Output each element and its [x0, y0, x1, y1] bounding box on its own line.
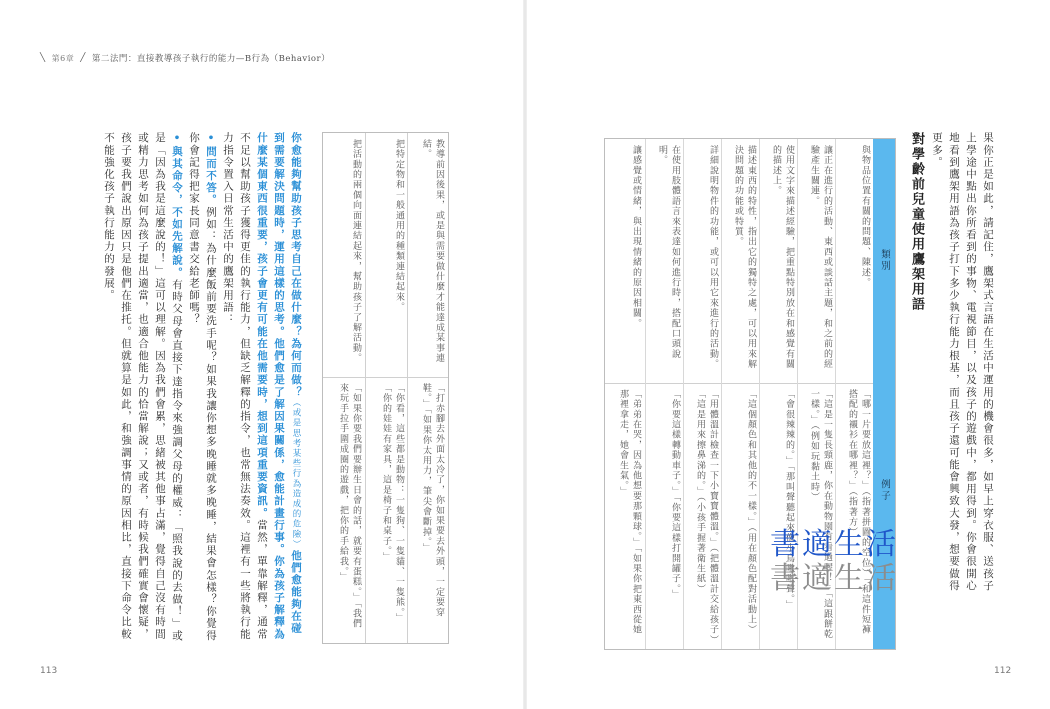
table-cell-example: 「如果你要我們要辦生日會的話，就要有蛋糕。」「我們來玩手拉手圍成圈的遊戲，把你的手給我。」 — [338, 383, 361, 629]
watermark-line-blue: 書適生活 — [770, 527, 898, 562]
table-cell-example: 「這個顏色和其他的不一樣。」（用在顏色配對活動上） — [746, 389, 756, 635]
table-cell-example: 「你看，這些都是動物：一隻狗、一隻貓、一隻熊。」「你的娃娃有家具，這是椅子和桌子。」 — [381, 383, 404, 624]
paragraph-tail: 當然，單靠解釋，通常不足以幫助孩子獲得更佳的執行能力，但缺乏解釋的指令，也常無法奏效。這裡有一些將執行能力指令置入日常生活中的鷹架用語： — [222, 132, 268, 641]
table-cell-category: 把特定物和一般通用的種類連結起來。 — [394, 139, 404, 313]
header-slash-icon: ╲ — [40, 53, 46, 63]
chapter-label: 第6章 — [51, 53, 75, 63]
table-cell-category: 教導前因後果，或是與需要做什麼才能達成某事連結。 — [421, 139, 444, 364]
page-number-right: 112 — [994, 666, 1012, 676]
table-cell-category: 詳細說明物件的功能，或可以用它來進行的活動。 — [708, 145, 718, 370]
table-title: 對學齡前兒童使用鷹架用語 — [909, 132, 924, 312]
table-cell-example: 「這是一隻長頸鹿，你在動物園有看過喔！」「這跟餅乾一樣。」（例如玩黏土時） — [809, 389, 832, 640]
table-cell-category: 與物品位置有關的問題、陳述。 — [860, 145, 870, 288]
blue-emphasis-rest: 他們愈能夠在碰到需要解決問題時，運用這樣的思考。他們愈是了解因果關係，愈能計畫行事。你為孩子解釋為什麼某個東西很重要，孩子會更有可能在他需要時，想到這項重要資訊。 — [256, 132, 302, 641]
left-page-body — [72, 132, 304, 642]
table-cell-example: 「弟弟在哭，因為他想要那顆球。」「如果你把東西從她那裡拿走，她會生氣。」 — [618, 389, 641, 635]
table-cell-example: 「你要這樣轉動車子。」「你要這樣打開罐子。」 — [670, 389, 680, 600]
table-cell-example: 「哪一片要放這裡？」（指著拼圖的空位）「和這件短褲搭配的襯衫在哪裡？」（指著方） — [847, 389, 870, 635]
table-row — [323, 133, 365, 643]
watermark-line-gray: 書適生活 — [770, 561, 898, 596]
blue-aside: （或是思考某些行為造成的危險） — [291, 398, 301, 550]
blue-emphasis: 你愈能夠幫助孩子思考自己在做什麼？為何而做？ — [290, 132, 302, 399]
table-cell-example: 「打赤腳去外面太冷了，你如果要去外頭，一定要穿鞋。」「如果你太用力，筆尖會斷掉。」 — [421, 383, 444, 618]
table-cell-category: 描述東西的特性，指出它的獨特之處，可以用來解決問題的功能或特質。 — [733, 145, 756, 370]
table-row — [365, 133, 408, 643]
table-row — [605, 139, 645, 649]
header-category: 類別 — [879, 249, 890, 272]
table-cell-category: 把活動的兩個向面連結起來，幫助孩子了解活動。 — [351, 139, 361, 364]
header-example: 例子 — [879, 479, 890, 502]
paragraph-blue — [219, 132, 304, 642]
table-row — [407, 133, 448, 643]
bullet-heading: 與其命令，不如先解說。 — [171, 145, 183, 279]
bullet-text: 例如：為什麼飯前要洗手呢？如果我讓你想多晚睡就多晚睡，結果會怎樣？你覺得你會記得把家長同意書交給老師嗎？ — [188, 132, 217, 642]
bullet-item — [100, 132, 185, 642]
right-page-intro: 果你正是如此，請記住，鷹架式言語在生活中運用的機會很多，如早上穿衣服、送孩子上學途中點出你所看到的事物、電視節目，以及孩子的遊戲中，都用得到。你會很開心地看到鷹架用語為孩子打下多少執行能力根基，而且孩子還可能會興致大發，想要做得更多。 — [931, 132, 994, 592]
table-cell-category: 讓感覺或情緒，與出現情緒的原因相關。 — [631, 145, 641, 329]
scaffolding-table-continued — [322, 132, 449, 644]
table-row — [683, 139, 722, 649]
book-gutter — [523, 0, 527, 709]
bullet-dot-icon: • — [171, 132, 183, 146]
header-slash-icon: ╱ — [80, 53, 86, 63]
header-title: 第二法門：直接教導孩子執行的能力—B行為（Behavior） — [91, 54, 331, 64]
watermark-logo — [770, 528, 904, 596]
bullet-item — [185, 132, 219, 642]
page-number-left: 113 — [40, 666, 58, 676]
running-header — [40, 50, 330, 66]
table-cell-category: 讓正在進行的活動、東西或談話主題，和之前的經驗產生關連。 — [809, 145, 832, 370]
table-cell-example: 「會很辣辣的。」「那叫聲聽起來像小鳥啾啾聲。」 — [784, 389, 794, 611]
table-row — [645, 139, 684, 649]
table-cell-category: 在使用肢體語言來表達如何進行時，搭配口頭說明。 — [657, 145, 680, 360]
table-cell-category: 使用文字來描述經驗，把重點特別放在和感覺有關的描述上。 — [771, 145, 794, 370]
bullet-text: 有時父母會直接下達指令來強調父母的權威：「照我說的去做！」或是「因為我是這麼說的！」這可以理解。因為我們會累，思緒被其他事占滿，覺得自己沒有時間或精力思考如何為孩子提出適當，也適合他能力的恰當解說；又或者，有時候我們確實會懷疑，孩子要我們說出原因只是他們在推托。但就算是如此，和強調事情的原因相比，直接下命令比較不能強化孩子執行能力的發展。 — [103, 132, 183, 642]
table-cell-example: 「用體溫計檢查一下小寶寶體溫。」（把體溫計交給孩子）「這是用來擦鼻涕的。」（小孩手握著衛生紙） — [695, 389, 718, 641]
bullet-dot-icon: • — [205, 132, 217, 146]
table-row — [721, 139, 760, 649]
bullet-heading: 問而不答。 — [205, 145, 217, 207]
